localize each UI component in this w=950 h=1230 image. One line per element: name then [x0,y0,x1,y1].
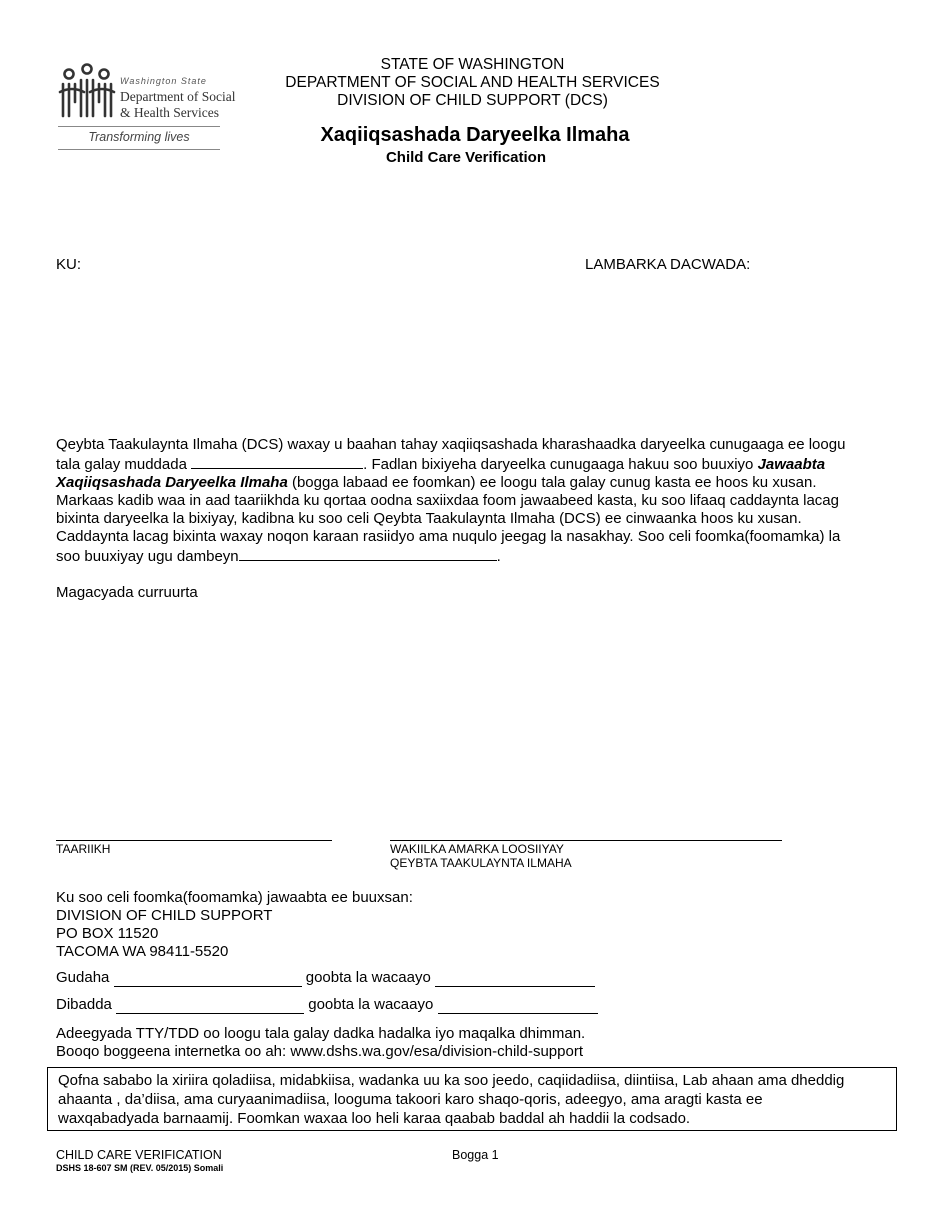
header-division: DIVISION OF CHILD SUPPORT (DCS) [337,92,608,109]
body-line: Markaas kadib waa in aad taariikhda ku qortaa oodna saxiixdaa foom jawaabeed kasta, ku soo lifaaq caddaynta lacag [56,492,839,509]
header-department: DEPARTMENT OF SOCIAL AND HEALTH SERVICES [285,74,660,91]
address-line: DIVISION OF CHILD SUPPORT [56,907,273,924]
non-discrimination-notice [47,1067,897,1131]
due-date-blank [239,546,497,561]
extension-label: goobta la wacaayo [308,996,434,1013]
family-figures-icon [58,62,116,120]
date-label: TAARIIKH [56,842,111,856]
case-number-label: LAMBARKA DACWADA: [585,256,751,273]
logo-tagline: Transforming lives [88,130,190,144]
toll-free-phone-row [56,996,598,1014]
address-line: TACOMA WA 98411-5520 [56,943,229,960]
notice-line: Qofna sababo la xiriira qoladiisa, midabkiisa, wadanka uu ka soo jeedo, caqiidadiisa, diintiisa, Lab ahaan ama dheddig [58,1072,845,1089]
period-blank [191,454,363,469]
local-extension-blank [435,969,595,987]
to-label: KU: [56,256,82,273]
officer-label-line2: QEYBTA TAAKULAYNTA ILMAHA [390,856,572,870]
body-paragraph [56,436,886,566]
website-info: Booqo boggeena internetka oo ah: www.dshs.wa.gov/esa/division-child-support [56,1043,583,1060]
address-line: PO BOX 11520 [56,925,159,942]
tty-info: Adeegyada TTY/TDD oo loogu tala galay dadka hadalka iyo maqalka dhimman. [56,1025,586,1042]
body-line: bixinta daryeelka la bixiyay, kadibna ku soo celi Qeybta Taakulaynta Ilmaha (DCS) ee cinwaanka hoos ku xusan. [56,510,802,527]
toll-free-phone-blank [116,996,304,1014]
logo-divider [58,149,220,150]
body-line: soo buuxiyay ugu dambeyn . [56,548,501,565]
logo-divider [58,126,220,127]
logo-department-line1: Department of Social [120,89,236,104]
body-line: Caddaynta lacag bixinta waxay noqon karaan rasiidyo ama nuqulo jeegag la nasakhay. Soo celi foomka(foomamka) la [56,528,841,545]
local-phone-blank [114,969,302,987]
notice-line: waxqabadyada barnaamij. Foomkan waxaa loo heli karaa qaabab baddal ah haddii la codsado. [58,1110,691,1127]
logo-state: Washington State [120,76,207,86]
page-title: Xaqiiqsashada Daryeelka Ilmaha [320,124,630,146]
page-number: Bogga 1 [452,1148,499,1162]
body-line: Xaqiiqsashada Daryeelka Ilmaha (bogga labaad ee foomkan) ee loogu tala galay cunug kasta ee hoos ku xusan. [56,474,817,491]
body-line: Qeybta Taakulaynta Ilmaha (DCS) waxay u baahan tahay xaqiiqsashada kharashaadka daryeelka cunugaaga ee loogu [56,436,846,453]
children-names-label: Magacyada curruurta [56,584,198,601]
officer-label-line1: WAKIILKA AMARKA LOOSIIYAY [390,842,564,856]
date-signature-line [56,840,332,841]
footer-form-code: DSHS 18-607 SM (REV. 05/2015) Somali [56,1163,224,1173]
footer-form-name: CHILD CARE VERIFICATION [56,1148,222,1162]
officer-signature-line [390,840,782,841]
header-state: STATE OF WASHINGTON [380,56,565,73]
toll-free-extension-blank [438,996,598,1014]
return-instructions: Ku soo celi foomka(foomamka) jawaabta ee buuxsan: [56,889,413,906]
local-phone-row [56,969,595,987]
dshs-logo [58,60,236,154]
logo-department-line2: & Health Services [120,105,219,120]
toll-free-phone-label: Dibadda [56,996,112,1013]
local-phone-label: Gudaha [56,969,110,986]
body-line: tala galay muddada . Fadlan bixiyeha daryeelka cunugaaga hakuu soo buuxiyo Jawaabta [56,456,826,473]
page-subtitle: Child Care Verification [385,149,547,166]
extension-label: goobta la wacaayo [305,969,431,986]
notice-line: ahaanta , da’diisa, ama curyaanimadiisa, looguma takoori karo shaqo-qoris, adeegyo, ama aragti kasta ee [58,1091,763,1108]
